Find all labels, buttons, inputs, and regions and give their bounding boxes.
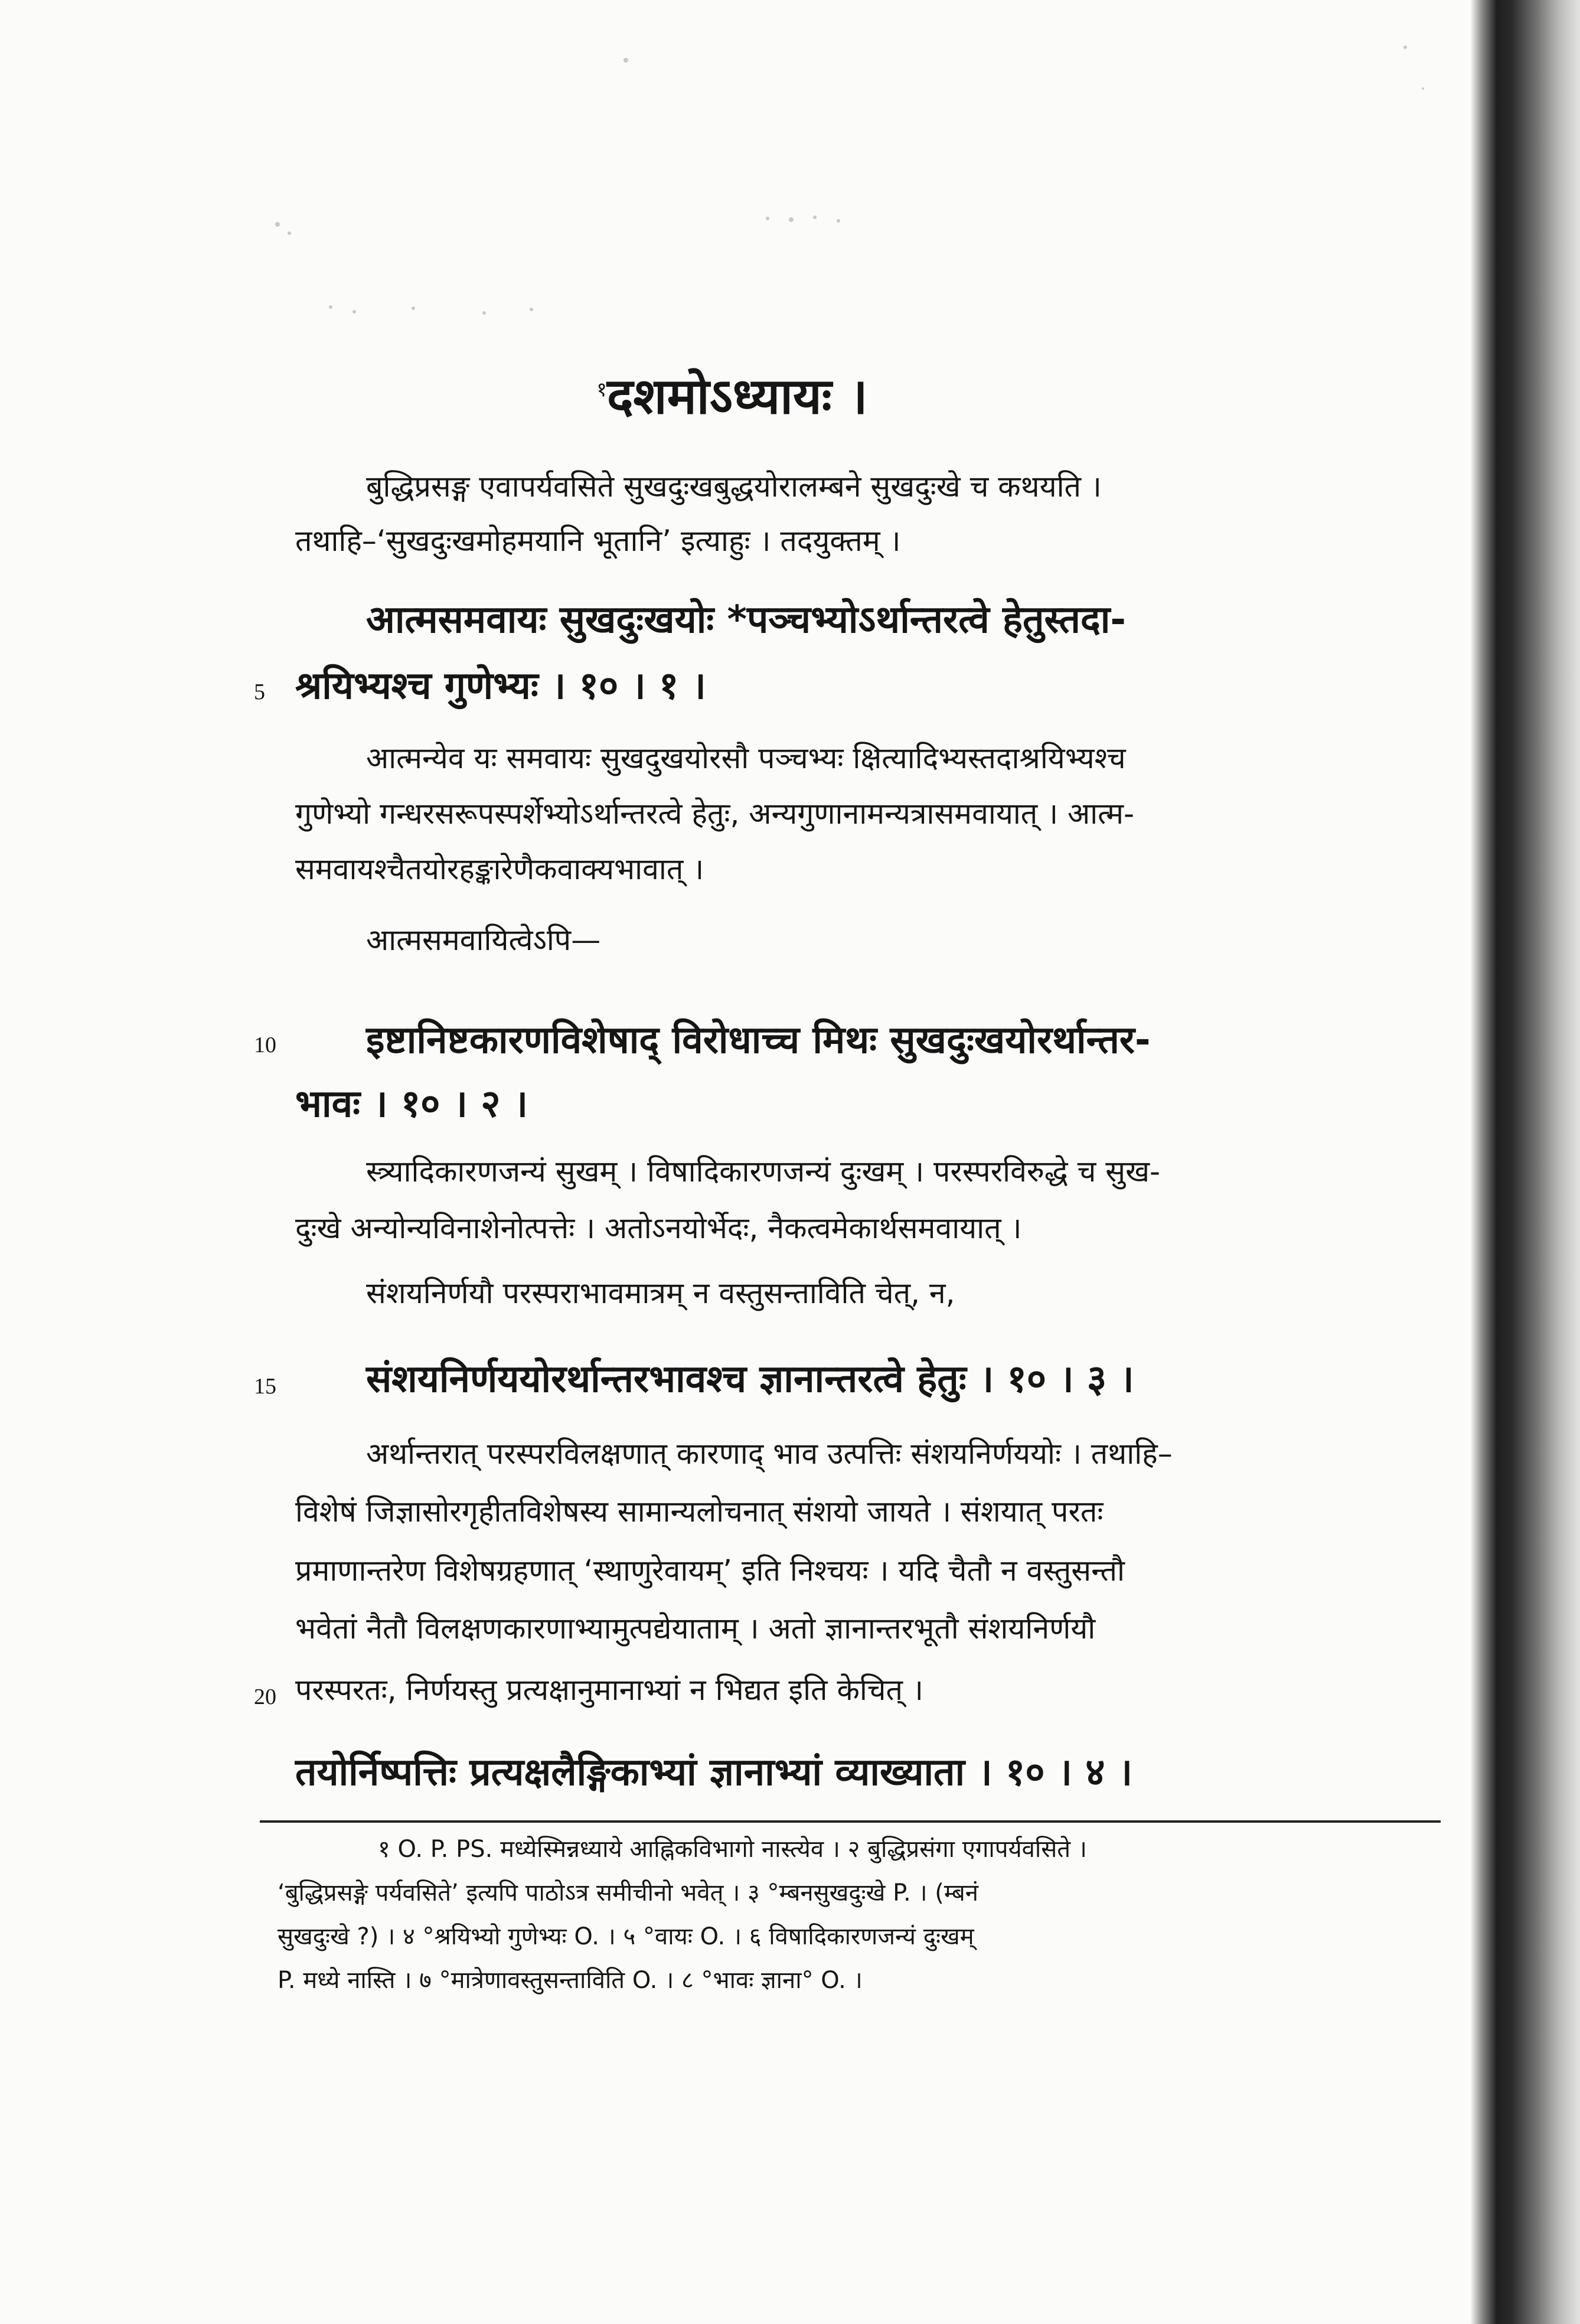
text-line: आत्मन्येव यः समवायः सुखदुखयोरसौ पञ्चभ्यः क्षित्यादिभ्यस्तदाश्रयिभ्यश्च bbox=[366, 741, 1126, 775]
footnote-line: ‘बुद्धिप्रसङ्गे पर्यवसिते’ इत्यपि पाठोऽत्र समीचीनो भवेत् । ३ °म्बनसुखदुःखे P. । (म्बनं bbox=[278, 1879, 978, 1907]
text-line: प्रमाणान्तरेण विशेषग्रहणात् ‘स्थाणुरेवायम्’ इति निश्चयः । यदि चैतौ न वस्तुसन्तौ bbox=[295, 1553, 1125, 1588]
sutra-line: तयोर्निष्पत्तिः प्रत्यक्षलैङ्गिकाभ्यां ज्ञानाभ्यां व्याख्याता । १० । ४ । bbox=[295, 1751, 1133, 1794]
line-number: 20 bbox=[254, 1685, 276, 1709]
scan-noise bbox=[0, 0, 1464, 413]
text-line: आत्मसमवायित्वेऽपि— bbox=[366, 923, 601, 957]
footnote-line: १ O. P. PS. मध्येस्मिन्नध्याये आह्निकविभागो नास्त्येव । २ बुद्धिप्रसंगा एगापर्यवसिते । bbox=[378, 1836, 1087, 1863]
text-line: भवेतां नैतौ विलक्षणकारणाभ्यामुत्पद्येयाताम् । अतो ज्ञानान्तरभूतौ संशयनिर्णयौ bbox=[295, 1611, 1096, 1646]
sutra-line: भावः । १० । २ । bbox=[295, 1082, 528, 1126]
sutra-line: संशयनिर्णययोरर्थान्तरभावश्च ज्ञानान्तरत्वे हेतुः । १० । ३ । bbox=[366, 1357, 1134, 1401]
sutra-line: आत्मसमवायः सुखदुःखयोः *पञ्चभ्योऽर्थान्तरत्वे हेतुस्तदा- bbox=[366, 598, 1126, 642]
text-line: दुःखे अन्योन्यविनाशेनोत्पत्तेः । अतोऽनयोर्भेदः, नैकत्वमेकार्थसमवायात् । bbox=[295, 1211, 1022, 1245]
footnote-rule bbox=[260, 1820, 1441, 1823]
line-number: 15 bbox=[254, 1374, 276, 1399]
text-line: तथाहि–‘सुखदुःखमोहमयानि भूतानि’ इत्याहुः । तदयुक्तम् । bbox=[295, 524, 901, 558]
sutra-line: श्रयिभ्यश्च गुणेभ्यः । १० । १ । bbox=[295, 664, 706, 708]
line-number: 10 bbox=[254, 1033, 276, 1057]
text-line: परस्परतः, निर्णयस्तु प्रत्यक्षानुमानाभ्यां न भिद्यत इति केचित् । bbox=[295, 1673, 923, 1707]
text-line: समवायश्चैतयोरहङ्कारेणैकवाक्यभावात् । bbox=[295, 852, 704, 886]
sutra-line: इष्टानिष्टकारणविशेषाद् विरोधाच्च मिथः सुखदुःखयोरर्थान्तर- bbox=[366, 1019, 1151, 1062]
text-line: संशयनिर्णयौ परस्पराभावमात्रम् न वस्तुसन्ताविति चेत्, न, bbox=[366, 1276, 955, 1310]
line-number: 5 bbox=[254, 680, 265, 704]
text-line: स्त्र्यादिकारणजन्यं सुखम् । विषादिकारणजन्यं दुःखम् । परस्परविरुद्धे च सुख- bbox=[366, 1154, 1161, 1189]
footnote-line: P. मध्ये नास्ति । ७ °मात्रेणावस्तुसन्ताविति O. । ८ °भावः ज्ञाना° O. । bbox=[278, 1967, 863, 1994]
text-line: विशेषं जिज्ञासोरगृहीतविशेषस्य सामान्यलोचनात् संशयो जायते । संशयात् परतः bbox=[295, 1494, 1104, 1529]
text-line: अर्थान्तरात् परस्परविलक्षणात् कारणाद् भाव उत्पत्तिः संशयनिर्णययोः । तथाहि– bbox=[366, 1437, 1173, 1471]
scan-page-edge bbox=[1470, 0, 1580, 2324]
footnote-line: सुखदुःखे ?) । ४ °श्रयिभ्यो गुणेभ्यः O. । ५ °वायः O. । ६ विषादिकारणजन्यं दुःखम् bbox=[278, 1923, 974, 1950]
chapter-heading: $^१$दशमोऽध्यायः । bbox=[596, 367, 868, 425]
text-line: बुद्धिप्रसङ्ग एवापर्यवसिते सुखदुःखबुद्धयोरालम्बने सुखदुःखे च कथयति । bbox=[366, 469, 1102, 504]
text-line: गुणेभ्यो गन्धरसरूपस्पर्शेभ्योऽर्थान्तरत्वे हेतुः, अन्यगुणानामन्यत्रासमवायात् । आत्म- bbox=[295, 797, 1135, 831]
